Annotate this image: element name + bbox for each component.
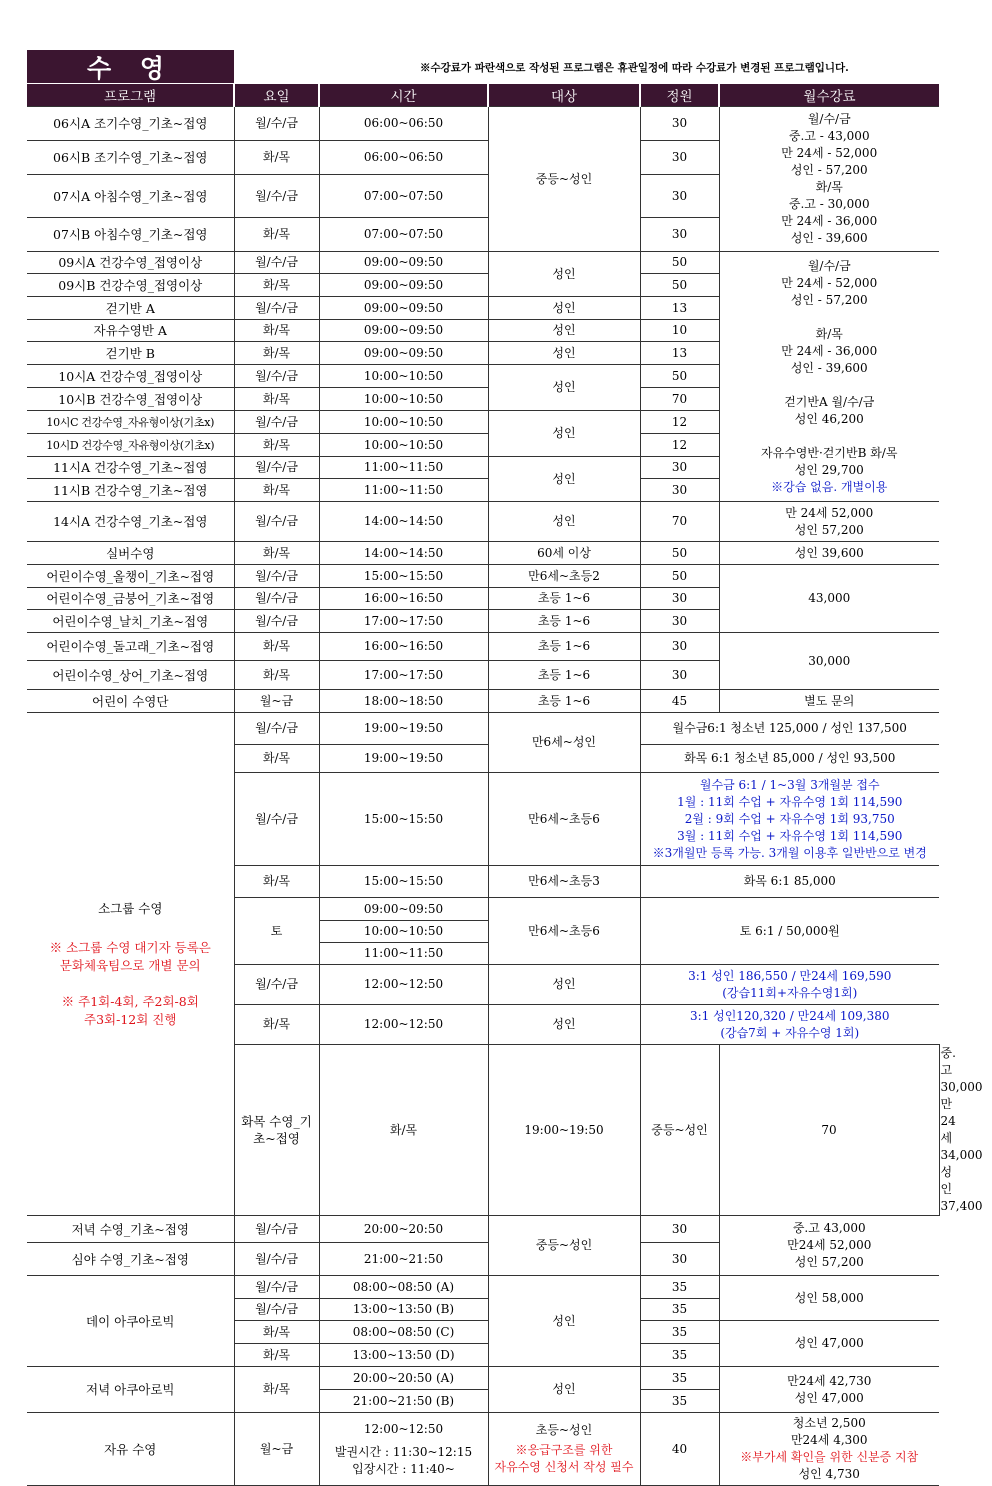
fee-line: 성인 - 39,600 <box>790 360 868 375</box>
fee-line: (강습11회+자유수영1회) <box>722 985 858 1000</box>
target-cell: 성인 <box>488 457 640 502</box>
program-cell: 어린이 수영단 <box>27 690 234 713</box>
table-row <box>27 1367 939 1390</box>
fee-line: 성인 - 57,200 <box>790 163 868 177</box>
target-cell: 성인 <box>488 342 640 365</box>
table-row <box>27 633 939 661</box>
time-cell: 06:00~06:50 <box>319 107 488 141</box>
capacity-cell: 30 <box>640 141 719 175</box>
time-cell: 17:00~17:50 <box>319 661 488 690</box>
target-cell: 중등~성인 <box>640 1045 719 1216</box>
capacity-cell: 45 <box>640 690 719 713</box>
fee-line: 2월 : 9회 수업 + 자유수영 1회 93,750 <box>684 811 895 826</box>
day-cell: 월/수/금 <box>234 1299 319 1321</box>
fee-cell: 성인 47,000 <box>719 1321 939 1367</box>
time-cell: 09:00~09:50 <box>319 320 488 342</box>
target-cell: 성인 <box>488 252 640 297</box>
day-cell: 화/목 <box>234 479 319 502</box>
day-cell: 화/목 <box>234 1344 319 1367</box>
target-note: 자유수영 신청서 작성 필수 <box>494 1460 634 1474</box>
program-cell: 저녁 수영_기초~접영 <box>27 1216 234 1243</box>
time-cell: 13:00~13:50 (D) <box>319 1344 488 1367</box>
time-line: 입장시간 : 11:40~ <box>352 1461 455 1476</box>
time-cell: 07:00~07:50 <box>319 218 488 252</box>
capacity-cell: 13 <box>640 342 719 365</box>
fee-line: 만 24세 52,000 <box>785 505 874 520</box>
table-row <box>27 107 939 141</box>
table-row: 화목 수영_기초~접영 화/목 19:00~19:50 중등~성인 70 중.고 30,000 만24세 34,000 성인 37,400 <box>27 1045 939 1216</box>
capacity-cell: 30 <box>640 218 719 252</box>
header-day: 요일 <box>234 84 319 107</box>
day-cell: 월/수/금 <box>234 1216 319 1243</box>
target-cell: 초등 1~6 <box>488 588 640 610</box>
program-cell: 데이 아쿠아로빅 <box>27 1276 234 1367</box>
day-cell: 월/수/금 <box>234 713 319 745</box>
fee-line: 중.고 - 43,000 <box>788 129 870 143</box>
time-cell: 20:00~20:50 (A) <box>319 1367 488 1390</box>
table-row <box>27 252 939 274</box>
fee-line: 성인 - 39,600 <box>790 231 868 245</box>
day-cell: 화/목 <box>234 320 319 342</box>
fee-line: 성인 57,200 <box>794 522 864 537</box>
fee-cell: 43,000 <box>719 565 939 633</box>
program-cell: 09시A 건강수영_접영이상 <box>27 252 234 274</box>
fee-cell: 화목 6:1 청소년 85,000 / 성인 93,500 <box>640 745 939 773</box>
program-cell: 심야 수영_기초~접영 <box>27 1243 234 1276</box>
time-cell: 16:00~16:50 <box>319 633 488 661</box>
target-cell: 초등 1~6 <box>488 690 640 713</box>
time-cell: 10:00~10:50 <box>319 921 488 943</box>
table-row <box>27 1276 939 1299</box>
capacity-cell: 30 <box>640 107 719 141</box>
fee-line: 1월 : 11회 수업 + 자유수영 1회 114,590 <box>677 794 903 809</box>
program-cell: 어린이수영_올챙이_기초~접영 <box>27 565 234 588</box>
day-cell: 월/수/금 <box>234 1276 319 1299</box>
day-cell: 화/목 <box>234 274 319 297</box>
day-cell: 월/수/금 <box>234 252 319 274</box>
fee-line: 만 24세 - 52,000 <box>781 146 878 160</box>
header-fee: 월수강료 <box>719 84 939 107</box>
program-cell: 화목 수영_기초~접영 <box>234 1045 319 1216</box>
target-cell: 성인 <box>488 1005 640 1045</box>
table-row <box>27 1413 939 1486</box>
day-cell: 월/수/금 <box>234 565 319 588</box>
program-cell: 걷기반 B <box>27 342 234 365</box>
target-cell: 60세 이상 <box>488 542 640 565</box>
program-cell: 어린이수영_날치_기초~접영 <box>27 610 234 633</box>
time-cell: 09:00~09:50 <box>319 274 488 297</box>
fee-cell <box>640 965 939 1005</box>
program-cell: 어린이수영_돌고래_기초~접영 <box>27 633 234 661</box>
target-cell: 성인 <box>488 365 640 411</box>
time-cell: 18:00~18:50 <box>319 690 488 713</box>
header-time: 시간 <box>319 84 488 107</box>
fee-line: 성인 57,200 <box>794 1255 864 1269</box>
fee-cell <box>719 252 939 502</box>
time-cell: 10:00~10:50 <box>319 388 488 411</box>
fee-note: ※강습 없음. 개별이용 <box>771 479 888 494</box>
capacity-cell: 12 <box>640 434 719 457</box>
target-cell <box>488 1413 640 1486</box>
target-cell: 성인 <box>488 411 640 457</box>
day-cell: 화/목 <box>234 434 319 457</box>
day-cell: 월/수/금 <box>234 411 319 434</box>
target-cell: 성인 <box>488 502 640 542</box>
fee-cell: 성인 39,600 <box>719 542 939 565</box>
header-capacity: 정원 <box>640 84 719 107</box>
day-cell: 월/수/금 <box>234 175 319 218</box>
day-cell: 월/수/금 <box>234 965 319 1005</box>
day-cell: 화/목 <box>234 661 319 690</box>
fee-cell: 별도 문의 <box>719 690 939 713</box>
time-cell: 09:00~09:50 <box>319 252 488 274</box>
capacity-cell: 30 <box>640 610 719 633</box>
day-cell: 화/목 <box>234 141 319 175</box>
capacity-cell: 40 <box>640 1413 719 1486</box>
fee-line: 3:1 성인 186,550 / 만24세 169,590 <box>688 968 892 983</box>
time-cell: 15:00~15:50 <box>319 565 488 588</box>
capacity-cell: 50 <box>640 542 719 565</box>
time-cell: 19:00~19:50 <box>488 1045 640 1216</box>
program-cell: 11시A 건강수영_기초~접영 <box>27 457 234 479</box>
time-cell: 19:00~19:50 <box>319 713 488 745</box>
day-cell: 화/목 <box>234 745 319 773</box>
time-cell <box>319 1413 488 1486</box>
table-header-row <box>27 84 939 107</box>
target-cell: 만6세~초등2 <box>488 565 640 588</box>
small-group-note: ※ 주1회-4회, 주2회-8회 <box>61 993 199 1009</box>
day-cell: 월/수/금 <box>234 365 319 388</box>
fee-line: 성인 47,000 <box>794 1390 864 1405</box>
table-row <box>27 690 939 713</box>
fee-note: ※부가세 확인을 위한 신분증 지참 <box>740 1450 919 1464</box>
day-cell: 토 <box>234 898 319 965</box>
day-cell: 화/목 <box>234 388 319 411</box>
fee-line: 성인 46,200 <box>794 411 864 426</box>
fee-cell: 토 6:1 / 50,000원 <box>640 898 939 965</box>
capacity-cell: 35 <box>640 1390 719 1413</box>
program-cell: 06시B 조기수영_기초~접영 <box>27 141 234 175</box>
capacity-cell: 30 <box>640 175 719 218</box>
header-target: 대상 <box>488 84 640 107</box>
capacity-cell: 30 <box>640 661 719 690</box>
time-cell: 21:00~21:50 (B) <box>319 1390 488 1413</box>
day-cell: 월/수/금 <box>234 588 319 610</box>
time-line: 발권시간 : 11:30~12:15 <box>334 1444 473 1459</box>
target-line: 초등~성인 <box>535 1423 593 1437</box>
program-cell: 자유 수영 <box>27 1413 234 1486</box>
capacity-cell: 35 <box>640 1276 719 1299</box>
fee-line: 자유수영반·걷기반B 화/목 <box>761 445 898 460</box>
time-cell: 16:00~16:50 <box>319 588 488 610</box>
small-group-label: 소그룹 수영 <box>98 900 163 916</box>
capacity-cell: 12 <box>640 411 719 434</box>
day-cell: 월/수/금 <box>234 297 319 320</box>
time-cell: 11:00~11:50 <box>319 943 488 965</box>
small-group-note: ※ 소그룹 수영 대기자 등록은 <box>49 939 211 955</box>
time-cell: 14:00~14:50 <box>319 502 488 542</box>
fee-cell <box>640 773 939 866</box>
target-cell: 성인 <box>488 320 640 342</box>
day-cell: 화/목 <box>234 1321 319 1344</box>
small-group-note: 문화체육팀으로 개별 문의 <box>59 957 201 973</box>
day-cell: 월/수/금 <box>234 773 319 866</box>
day-cell: 화/목 <box>234 542 319 565</box>
fee-line: 만 24세 - 52,000 <box>781 275 878 290</box>
capacity-cell: 50 <box>640 274 719 297</box>
day-cell: 월/수/금 <box>234 610 319 633</box>
fee-line: 3월 : 11회 수업 + 자유수영 1회 114,590 <box>677 828 903 843</box>
capacity-cell: 30 <box>640 588 719 610</box>
capacity-cell: 35 <box>640 1321 719 1344</box>
target-cell: 만6세~초등6 <box>488 898 640 965</box>
day-cell: 화/목 <box>234 342 319 365</box>
capacity-cell: 13 <box>640 297 719 320</box>
time-cell: 12:00~12:50 <box>319 1005 488 1045</box>
capacity-cell: 70 <box>640 388 719 411</box>
time-cell: 15:00~15:50 <box>319 773 488 866</box>
fee-line: 만24세 42,730 <box>787 1373 872 1388</box>
target-cell: 중등~성인 <box>488 107 640 252</box>
time-cell: 19:00~19:50 <box>319 745 488 773</box>
day-cell: 월/수/금 <box>234 457 319 479</box>
fee-cell <box>640 1005 939 1045</box>
target-cell: 성인 <box>488 1276 640 1367</box>
time-cell: 11:00~11:50 <box>319 457 488 479</box>
table-row <box>27 542 939 565</box>
fee-line: 걷기반A 월/수/금 <box>784 394 875 409</box>
fee-cell <box>719 502 939 542</box>
time-cell: 17:00~17:50 <box>319 610 488 633</box>
fee-cell <box>719 107 939 252</box>
fee-line: 월/수/금 <box>807 258 851 273</box>
program-cell: 09시B 건강수영_접영이상 <box>27 274 234 297</box>
program-cell: 자유수영반 A <box>27 320 234 342</box>
table-row <box>27 713 939 745</box>
day-cell: 화/목 <box>319 1045 488 1216</box>
target-cell: 성인 <box>488 1367 640 1413</box>
time-cell: 07:00~07:50 <box>319 175 488 218</box>
time-cell: 08:00~08:50 (C) <box>319 1321 488 1344</box>
program-cell: 10시D 건강수영_자유형이상(기초x) <box>27 434 234 457</box>
program-cell: 실버수영 <box>27 542 234 565</box>
target-cell: 중등~성인 <box>488 1216 640 1276</box>
fee-cell: 성인 58,000 <box>719 1276 939 1321</box>
time-cell: 10:00~10:50 <box>319 365 488 388</box>
program-cell: 걷기반 A <box>27 297 234 320</box>
capacity-cell: 50 <box>640 252 719 274</box>
day-cell: 화/목 <box>234 218 319 252</box>
day-cell: 월/수/금 <box>234 502 319 542</box>
target-cell: 만6세~초등3 <box>488 866 640 898</box>
day-cell: 월~금 <box>234 690 319 713</box>
time-cell: 20:00~20:50 <box>319 1216 488 1243</box>
fee-line: 월/수/금 <box>807 112 851 126</box>
fee-cell: 화목 6:1 85,000 <box>640 866 939 898</box>
target-cell: 성인 <box>488 297 640 320</box>
capacity-cell: 30 <box>640 1243 719 1276</box>
time-cell: 21:00~21:50 <box>319 1243 488 1276</box>
time-line: 12:00~12:50 <box>363 1421 444 1436</box>
header-program: 프로그램 <box>27 84 234 107</box>
time-cell: 14:00~14:50 <box>319 542 488 565</box>
small-group-cell <box>27 713 234 1216</box>
target-note: ※응급구조를 위한 <box>515 1443 613 1457</box>
day-cell: 화/목 <box>234 866 319 898</box>
capacity-cell: 70 <box>719 1045 939 1216</box>
fee-line: 3:1 성인120,320 / 만24세 109,380 <box>690 1008 890 1023</box>
program-cell: 어린이수영_상어_기초~접영 <box>27 661 234 690</box>
time-cell: 06:00~06:50 <box>319 141 488 175</box>
target-cell: 만6세~초등6 <box>488 773 640 866</box>
fee-line: 성인 4,730 <box>798 1467 860 1481</box>
time-cell: 13:00~13:50 (B) <box>319 1299 488 1321</box>
table-row <box>27 1216 939 1243</box>
target-cell: 만6세~성인 <box>488 713 640 773</box>
time-cell: 10:00~10:50 <box>319 434 488 457</box>
fee-line: 만24세 4,300 <box>790 1433 868 1447</box>
time-cell: 12:00~12:50 <box>319 965 488 1005</box>
program-cell: 10시B 건강수영_접영이상 <box>27 388 234 411</box>
time-cell: 09:00~09:50 <box>319 297 488 320</box>
table-row <box>27 565 939 588</box>
fee-notice: ※수강료가 파란색으로 작성된 프로그램은 휴관일정에 따라 수강료가 변경된 프로그램입니다. <box>420 62 849 74</box>
fee-line: 청소년 2,500 <box>792 1416 866 1430</box>
capacity-cell: 35 <box>640 1299 719 1321</box>
fee-line: 화/목 <box>815 180 843 194</box>
day-cell: 월/수/금 <box>234 1243 319 1276</box>
fee-cell <box>719 1413 939 1486</box>
fee-line: 중.고 43,000 <box>792 1221 866 1235</box>
capacity-cell: 30 <box>640 1216 719 1243</box>
fee-cell: 30,000 <box>719 633 939 690</box>
fee-line: 화/목 <box>815 326 843 341</box>
time-cell: 10:00~10:50 <box>319 411 488 434</box>
capacity-cell: 50 <box>640 365 719 388</box>
fee-cell <box>719 1216 939 1276</box>
program-cell: 10시A 건강수영_접영이상 <box>27 365 234 388</box>
fee-line: 만 24세 - 36,000 <box>781 214 878 228</box>
capacity-cell: 70 <box>640 502 719 542</box>
program-cell: 07시A 아침수영_기초~접영 <box>27 175 234 218</box>
fee-line: 만24세 52,000 <box>787 1238 872 1252</box>
program-cell: 11시B 건강수영_기초~접영 <box>27 479 234 502</box>
swim-schedule-table <box>27 84 983 1486</box>
program-cell: 06시A 조기수영_기초~접영 <box>27 107 234 141</box>
target-cell: 초등 1~6 <box>488 610 640 633</box>
program-cell: 어린이수영_금붕어_기초~접영 <box>27 588 234 610</box>
time-cell: 15:00~15:50 <box>319 866 488 898</box>
fee-line: 중.고 - 30,000 <box>788 197 870 211</box>
small-group-note: 주3회-12회 진행 <box>84 1011 177 1027</box>
program-cell: 저녁 아쿠아로빅 <box>27 1367 234 1413</box>
fee-line: 만 24세 - 36,000 <box>781 343 878 358</box>
fee-line: 성인 - 57,200 <box>790 292 868 307</box>
capacity-cell: 50 <box>640 565 719 588</box>
program-cell: 14시A 건강수영_기초~접영 <box>27 502 234 542</box>
capacity-cell: 30 <box>640 633 719 661</box>
capacity-cell: 35 <box>640 1344 719 1367</box>
time-cell: 09:00~09:50 <box>319 898 488 921</box>
target-cell: 성인 <box>488 965 640 1005</box>
page-title: 수 영 <box>27 50 234 83</box>
day-cell: 화/목 <box>234 633 319 661</box>
time-cell: 11:00~11:50 <box>319 479 488 502</box>
fee-cell <box>719 1367 939 1413</box>
program-cell: 10시C 건강수영_자유형이상(기초x) <box>27 411 234 434</box>
capacity-cell: 10 <box>640 320 719 342</box>
program-cell: 07시B 아침수영_기초~접영 <box>27 218 234 252</box>
day-cell: 월~금 <box>234 1413 319 1486</box>
time-cell: 08:00~08:50 (A) <box>319 1276 488 1299</box>
target-cell: 초등 1~6 <box>488 633 640 661</box>
fee-line: (강습7회 + 자유수영 1회) <box>720 1025 860 1040</box>
table-row <box>27 502 939 542</box>
day-cell: 월/수/금 <box>234 107 319 141</box>
fee-cell: 월수금6:1 청소년 125,000 / 성인 137,500 <box>640 713 939 745</box>
fee-line: ※3개월만 등록 가능. 3개월 이용후 일반반으로 변경 <box>652 845 927 860</box>
fee-line: 성인 29,700 <box>794 462 864 477</box>
time-cell: 09:00~09:50 <box>319 342 488 365</box>
day-cell: 화/목 <box>234 1005 319 1045</box>
fee-line: 월수금 6:1 / 1~3월 3개월분 접수 <box>699 777 880 792</box>
target-cell: 초등 1~6 <box>488 661 640 690</box>
capacity-cell: 30 <box>640 479 719 502</box>
day-cell: 화/목 <box>234 1367 319 1413</box>
capacity-cell: 30 <box>640 457 719 479</box>
capacity-cell: 35 <box>640 1367 719 1390</box>
